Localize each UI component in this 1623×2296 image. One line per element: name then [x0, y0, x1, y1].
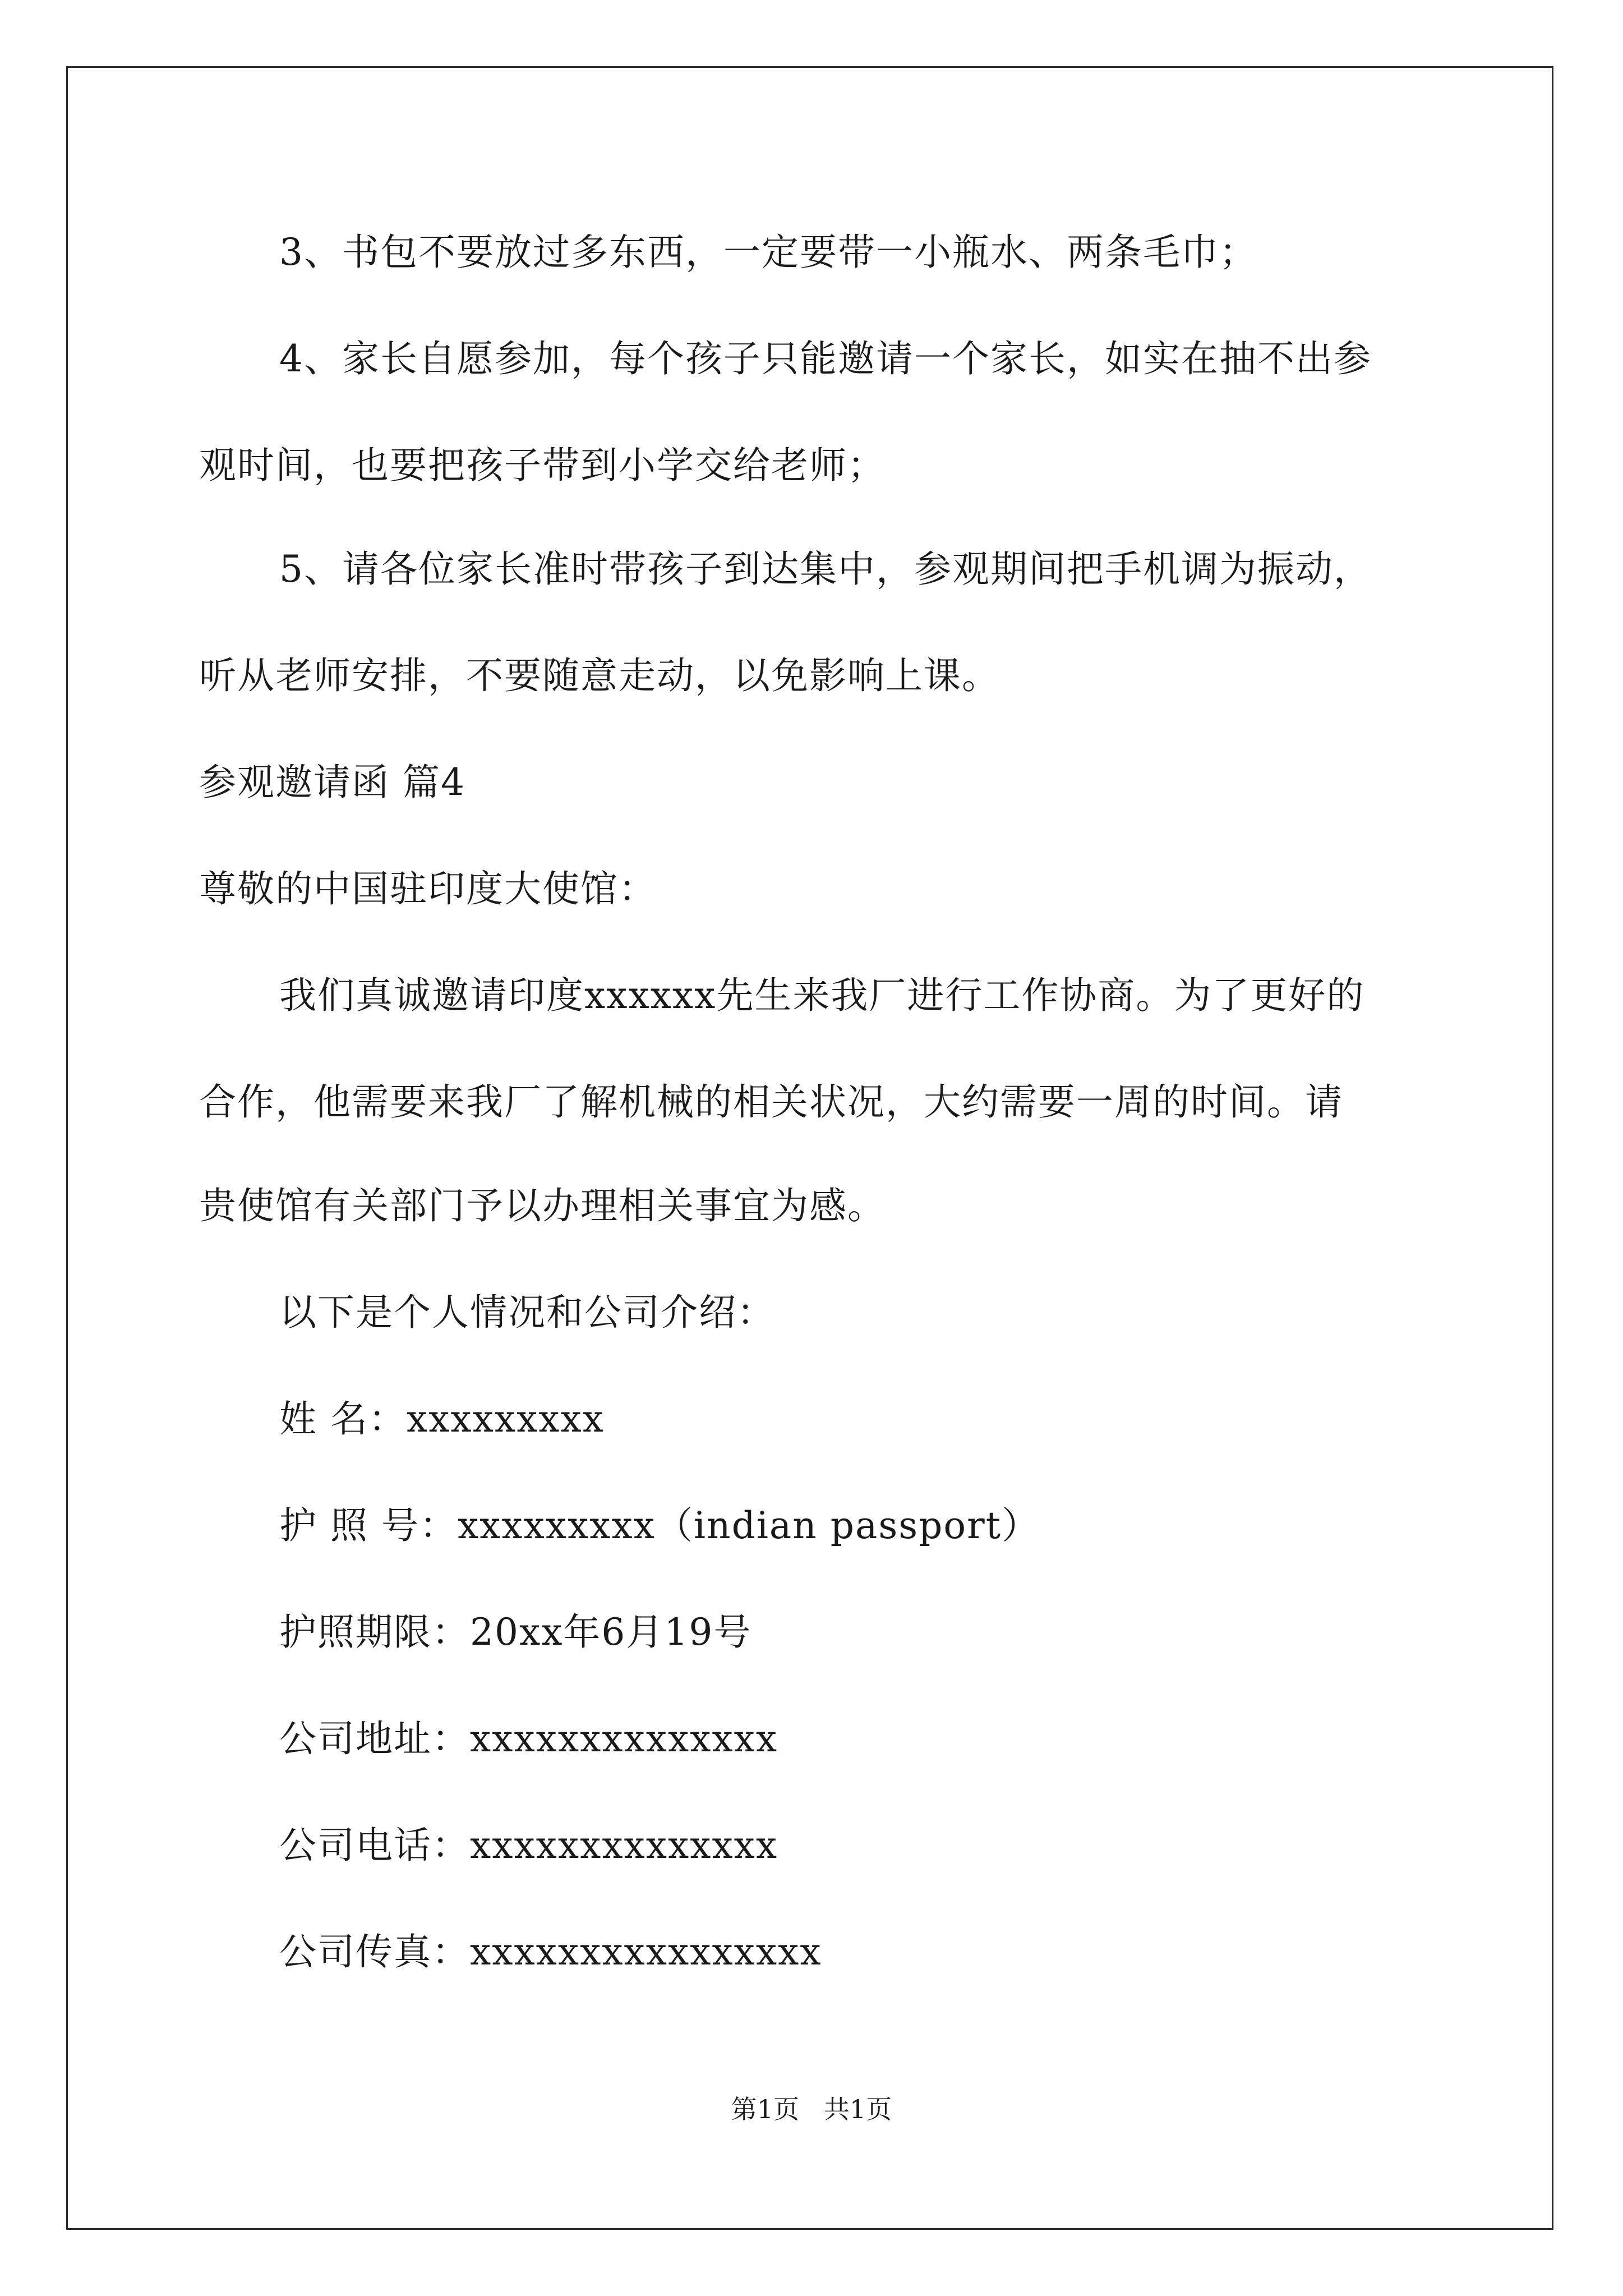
paragraph-line: 3、书包不要放过多东西，一定要带一小瓶水、两条毛巾； [279, 231, 1257, 274]
paragraph-line: 贵使馆有关部门予以办理相关事宜为感。 [199, 1184, 886, 1227]
info-line-name: 姓 名：xxxxxxxxx [279, 1397, 605, 1441]
info-line-company-fax: 公司传真：xxxxxxxxxxxxxxxx [279, 1930, 822, 1973]
page-border [66, 66, 1553, 2230]
paragraph-line: 以下是个人情况和公司介绍： [279, 1291, 775, 1334]
info-line-passport: 护 照 号：xxxxxxxxx（indian passport） [279, 1504, 1040, 1547]
paragraph-line: 5、请各位家长准时带孩子到达集中，参观期间把手机调为振动， [279, 547, 1372, 591]
info-line-company-phone: 公司电话：xxxxxxxxxxxxxx [279, 1824, 778, 1867]
paragraph-line: 合作，他需要来我厂了解机械的相关状况，大约需要一周的时间。请 [199, 1080, 1343, 1124]
page-footer: 第1页 共1页 [731, 2094, 892, 2124]
salutation: 尊敬的中国驻印度大使馆： [199, 867, 657, 910]
paragraph-line: 4、家长自愿参加，每个孩子只能邀请一个家长，如实在抽不出参 [279, 337, 1372, 380]
info-line-passport-expiry: 护照期限：20xx年6月19号 [279, 1611, 752, 1654]
info-line-company-address: 公司地址：xxxxxxxxxxxxxx [279, 1717, 778, 1760]
paragraph-line: 我们真诚邀请印度xxxxxx先生来我厂进行工作协商。为了更好的 [279, 974, 1365, 1017]
section-heading: 参观邀请函 篇4 [199, 761, 465, 804]
paragraph-line: 观时间，也要把孩子带到小学交给老师； [199, 444, 886, 487]
paragraph-line: 听从老师安排，不要随意走动，以免影响上课。 [199, 654, 1000, 697]
